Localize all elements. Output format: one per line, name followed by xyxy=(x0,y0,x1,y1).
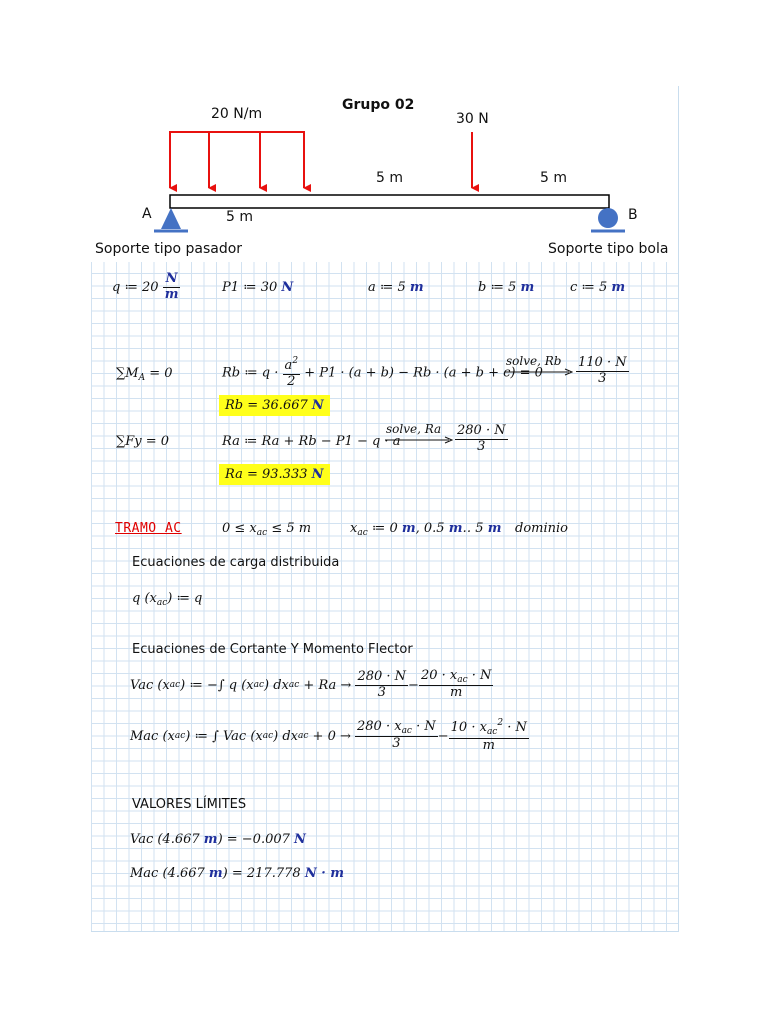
def-p1: P1 ≔ 30 N xyxy=(222,280,294,295)
vac-equation: Vac (x ac ) ≔ −∫ q (x ac ) dx ac + Ra → $\frac{280 \cdot N}{3}$ − $\frac{20 \cdot x_{ac} \cdot N}{m}$ xyxy=(130,667,492,701)
support-b-letter: B xyxy=(628,207,638,223)
ra-equation: Ra ≔ Ra + Rb − P1 − q · a xyxy=(222,434,401,449)
sum-moments-a: $\sum M_A = 0$ xyxy=(116,366,173,383)
rb-solve-label: solve, Rb xyxy=(506,354,562,368)
vac-eval: Vac (4.667 m) = −0.007 N xyxy=(130,832,306,847)
span-label-a: 5 m xyxy=(226,209,253,225)
point-load-label: 30 N xyxy=(456,111,489,127)
ra-solve-arrow xyxy=(385,436,453,444)
def-c: c ≔ 5 m xyxy=(570,280,626,295)
span-label-c: 5 m xyxy=(540,170,567,186)
def-b: b ≔ 5 m xyxy=(478,280,535,295)
load-eq-expr: q $(x_{ac})$ ≔ q xyxy=(132,591,203,608)
ra-value: Ra = 93.333 N xyxy=(219,467,330,482)
beam xyxy=(170,195,609,208)
rb-solve-arrow xyxy=(505,368,573,376)
span-label-b: 5 m xyxy=(376,170,403,186)
tramo-label: TRAMO AC xyxy=(115,521,182,536)
def-a: a ≔ 5 m xyxy=(368,280,424,295)
def-q: q ≔ 20 $\frac{N}{m}$ xyxy=(112,271,179,302)
pin-support-icon xyxy=(161,208,181,229)
sum-forces-y: ∑Fy = 0 xyxy=(116,434,170,449)
tramo-range: $0 \le x_{ac} \le 5$ m xyxy=(222,521,312,538)
support-a-caption: Soporte tipo pasador xyxy=(95,241,243,257)
rb-result: $\frac{110 \cdot N}{3}$ xyxy=(578,355,627,386)
mac-equation: Mac (x ac ) ≔ ∫ Vac (x ac ) dx ac + 0 → $\frac{280 \cdot x_{ac} \cdot N}{3}$ − $\frac{10 \cdot x_{ac}^2 \cdot N}{m}$ xyxy=(130,718,527,753)
rb-value: Rb = 36.667 N xyxy=(219,398,330,413)
distributed-load-label: 20 N/m xyxy=(211,106,263,122)
limits-heading: VALORES LÍMITES xyxy=(132,797,247,812)
support-a-letter: A xyxy=(142,206,152,222)
load-eq-heading: Ecuaciones de carga distribuida xyxy=(132,555,340,570)
rb-equation: Rb ≔ q · $\frac{a^2}{2}$ + P1 · (a + b) − Rb · (a + b + c) = 0 xyxy=(222,356,543,389)
shear-moment-heading: Ecuaciones de Cortante Y Momento Flector xyxy=(132,642,413,657)
domain-word: dominio xyxy=(515,521,568,536)
roller-support-icon xyxy=(598,208,618,228)
mac-eval: Mac (4.667 m) = 217.778 N · m xyxy=(130,866,345,881)
support-b-caption: Soporte tipo bola xyxy=(548,241,669,257)
ra-solve-label: solve, Ra xyxy=(386,422,442,436)
diagram-title: Grupo 02 xyxy=(342,97,415,113)
ra-result: $\frac{280 \cdot N}{3}$ xyxy=(457,423,506,454)
tramo-domain: $x_{ac}$ ≔ 0 m, 0.5 m‥ 5 m xyxy=(350,521,502,538)
